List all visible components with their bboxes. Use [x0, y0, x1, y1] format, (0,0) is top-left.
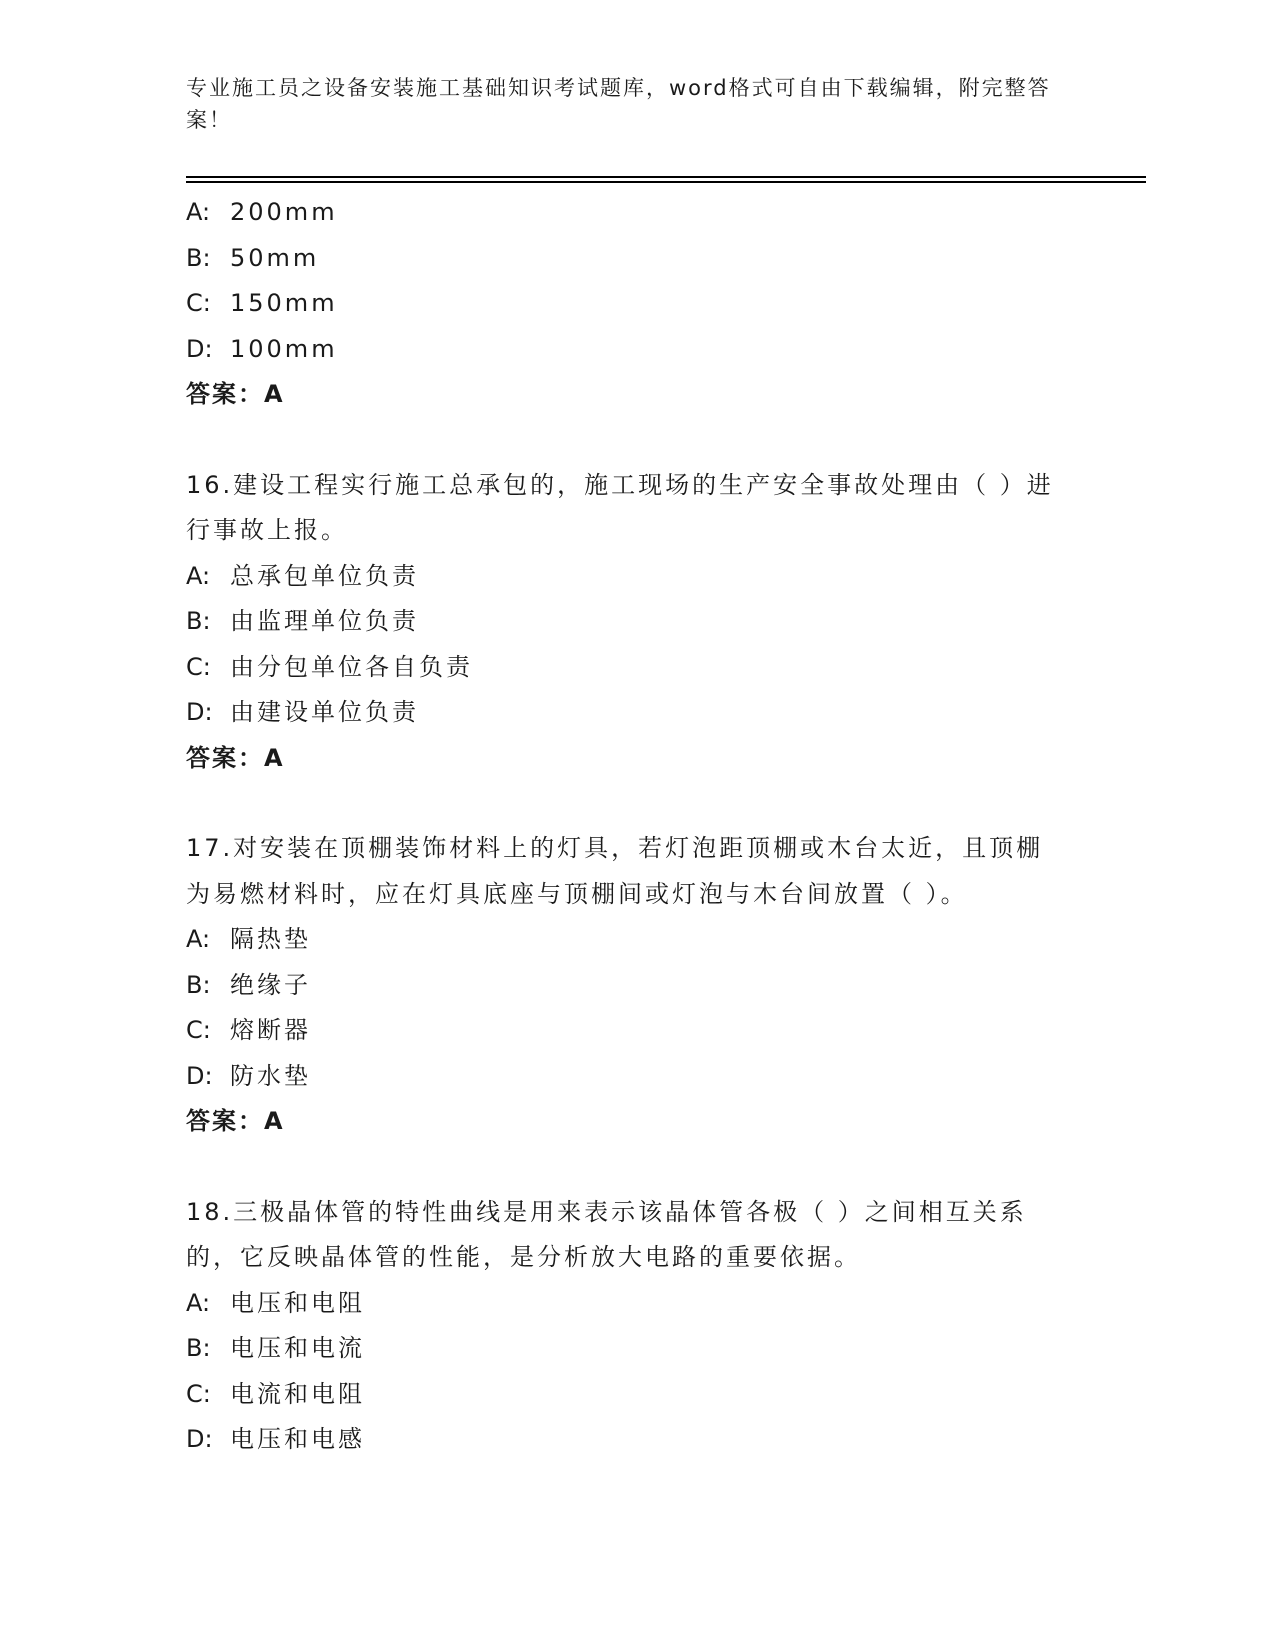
question-15: [186, 190, 1086, 418]
option-b: B: 50mm: [186, 243, 320, 272]
option-text: 由建设单位负责: [230, 698, 419, 726]
option-text: 熔断器: [230, 1016, 311, 1044]
option-text: 200mm: [230, 198, 338, 226]
option-text: 50mm: [230, 243, 320, 272]
header-rule-top: [186, 176, 1146, 178]
option-text: 100mm: [230, 334, 338, 363]
option-d: D: 100mm: [186, 334, 338, 363]
option-text: 防水垫: [230, 1061, 311, 1090]
option-text: 电压和电阻: [230, 1288, 365, 1317]
question-list: [186, 190, 1086, 1463]
question-stem: 16.建设工程实行施工总承包的，施工现场的生产安全事故处理由（ ）进行事故上报。: [186, 470, 1054, 544]
option-a: A: 200mm: [186, 198, 338, 226]
spacer: [186, 781, 1086, 826]
question-stem: 17.对安装在顶棚装饰材料上的灯具，若灯泡距顶棚或木台太近，且顶棚为易燃材料时，应在灯具底座与顶棚间或灯泡与木台间放置（ ）。: [186, 834, 1044, 908]
option-b: B: 由监理单位负责: [186, 607, 419, 635]
option-text: 150mm: [230, 289, 338, 317]
spacer: [186, 1145, 1086, 1190]
answer-line: 答案：A: [186, 380, 285, 408]
option-d: D: 防水垫: [186, 1061, 311, 1090]
option-text: 电压和电流: [230, 1334, 365, 1362]
option-a: A: 隔热垫: [186, 925, 311, 953]
document-header: 专业施工员之设备安装施工基础知识考试题库，word格式可自由下载编辑，附完整答案！: [186, 76, 1051, 132]
option-b: B: 电压和电流: [186, 1334, 365, 1362]
option-text: 电压和电感: [230, 1425, 365, 1453]
answer-value: A: [264, 1107, 285, 1135]
option-d: D: 由建设单位负责: [186, 698, 419, 726]
option-c: C: 电流和电阻: [186, 1379, 365, 1408]
option-a: A: 电压和电阻: [186, 1288, 365, 1317]
option-text: 由监理单位负责: [230, 607, 419, 635]
question-18: [186, 1190, 1086, 1463]
question-17: [186, 826, 1086, 1145]
answer-line: 答案：A: [186, 1107, 285, 1135]
question-stem: 18.三极晶体管的特性曲线是用来表示该晶体管各极（ ）之间相互关系的，它反映晶体管的性能，是分析放大电路的重要依据。: [186, 1197, 1027, 1271]
header-rule-bottom: [186, 181, 1146, 183]
answer-value: A: [264, 743, 285, 772]
option-text: 隔热垫: [230, 925, 311, 953]
option-text: 总承包单位负责: [230, 561, 419, 590]
answer-value: A: [264, 380, 285, 408]
option-text: 绝缘子: [230, 970, 311, 999]
option-c: C: 150mm: [186, 289, 338, 317]
answer-line: 答案：A: [186, 743, 285, 772]
option-c: C: 由分包单位各自负责: [186, 652, 473, 681]
option-text: 电流和电阻: [230, 1379, 365, 1408]
option-c: C: 熔断器: [186, 1016, 311, 1044]
option-b: B: 绝缘子: [186, 970, 311, 999]
option-text: 由分包单位各自负责: [230, 652, 473, 681]
spacer: [186, 418, 1086, 463]
option-d: D: 电压和电感: [186, 1425, 365, 1453]
question-16: [186, 463, 1086, 782]
option-a: A: 总承包单位负责: [186, 561, 419, 590]
